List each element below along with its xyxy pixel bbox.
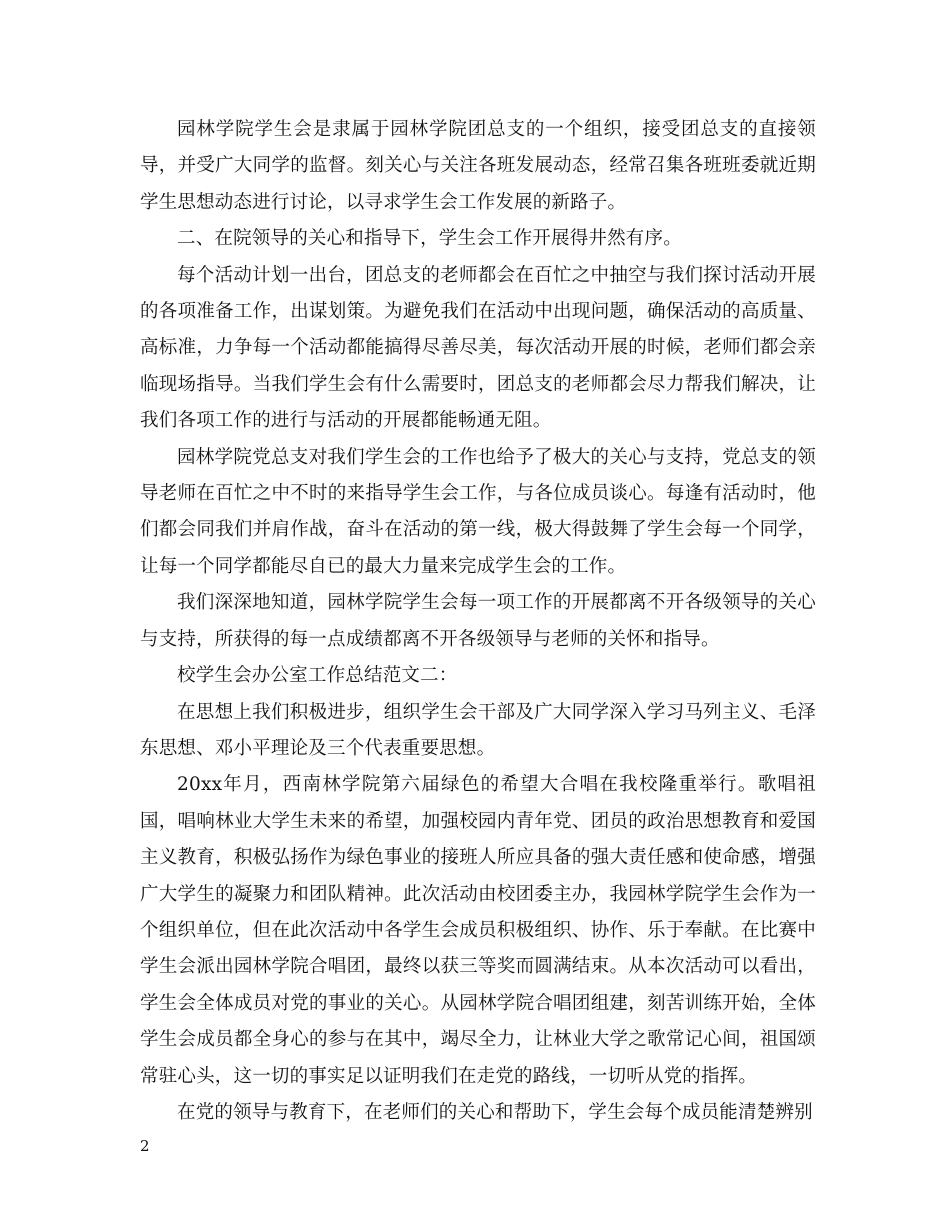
paragraph-5: 我们深深地知道，园林学院学生会每一项工作的开展都离不开各级领导的关心与支持，所获得的每一点成绩都离不开各级领导与老师的关怀和指导。 (140, 592, 816, 650)
section-heading: 校学生会办公室工作总结范文二： (177, 665, 458, 687)
paragraph-7: 在思想上我们积极进步，组织学生会干部及广大同学深入学习马列主义、毛泽东思想、邓小平理论及三个代表重要思想。 (140, 701, 816, 759)
document-body (140, 112, 816, 1131)
page-number: 2 (140, 1137, 150, 1155)
paragraph-1: 园林学院学生会是隶属于园林学院团总支的一个组织，接受团总支的直接领导，并受广大同学的监督。刻关心与关注各班发展动态，经常召集各班班委就近期学生思想动态进行讨论，以寻求学生会工作发展的新路子。 (140, 119, 816, 213)
paragraph-3: 每个活动计划一出台，团总支的老师都会在百忙之中抽空与我们探讨活动开展的各项准备工作，出谋划策。为避免我们在活动中出现问题，确保活动的高质量、高标准，力争每一个活动都能搞得尽善尽美，每次活动开展的时候，老师们都会亲临现场指导。当我们学生会有什么需要时，团总支的老师都会尽力帮我们解决，让我们各项工作的进行与活动的开展都能畅通无阻。 (140, 264, 816, 432)
paragraph-4: 园林学院党总支对我们学生会的工作也给予了极大的关心与支持，党总支的领导老师在百忙之中不时的来指导学生会工作，与各位成员谈心。每逢有活动时，他们都会同我们并肩作战，奋斗在活动的第一线，极大得鼓舞了学生会每一个同学，让每一个同学都能尽自已的最大力量来完成学生会的工作。 (140, 446, 816, 577)
paragraph-8: 20xx年月，西南林学院第六届绿色的希望大合唱在我校隆重举行。歌唱祖国，唱响林业大学生未来的希望，加强校园内青年党、团员的政治思想教育和爱国主义教育，积极弘扬作为绿色事业的接班人所应具备的强大责任感和使命感，增强广大学生的凝聚力和团队精神。此次活动由校团委主办，我园林学院学生会作为一个组织单位，但在此次活动中各学生会成员积极组织、协作、乐于奉献。在比赛中学生会派出园林学院合唱团，最终以获三等奖而圆满结束。从本次活动可以看出，学生会全体成员对党的事业的关心。从园林学院合唱团组建，刻苦训练开始，全体学生会成员都全身心的参与在其中，竭尽全力，让林业大学之歌常记心间，祖国颂常驻心头，这一切的事实足以证明我们在走党的路线，一切听从党的指挥。 (140, 774, 816, 1087)
paragraph-9: 在党的领导与教育下，在老师们的关心和帮助下，学生会每个成员能清楚辨别 (177, 1101, 813, 1123)
paragraph-2: 二、在院领导的关心和指导下，学生会工作开展得井然有序。 (177, 228, 682, 250)
